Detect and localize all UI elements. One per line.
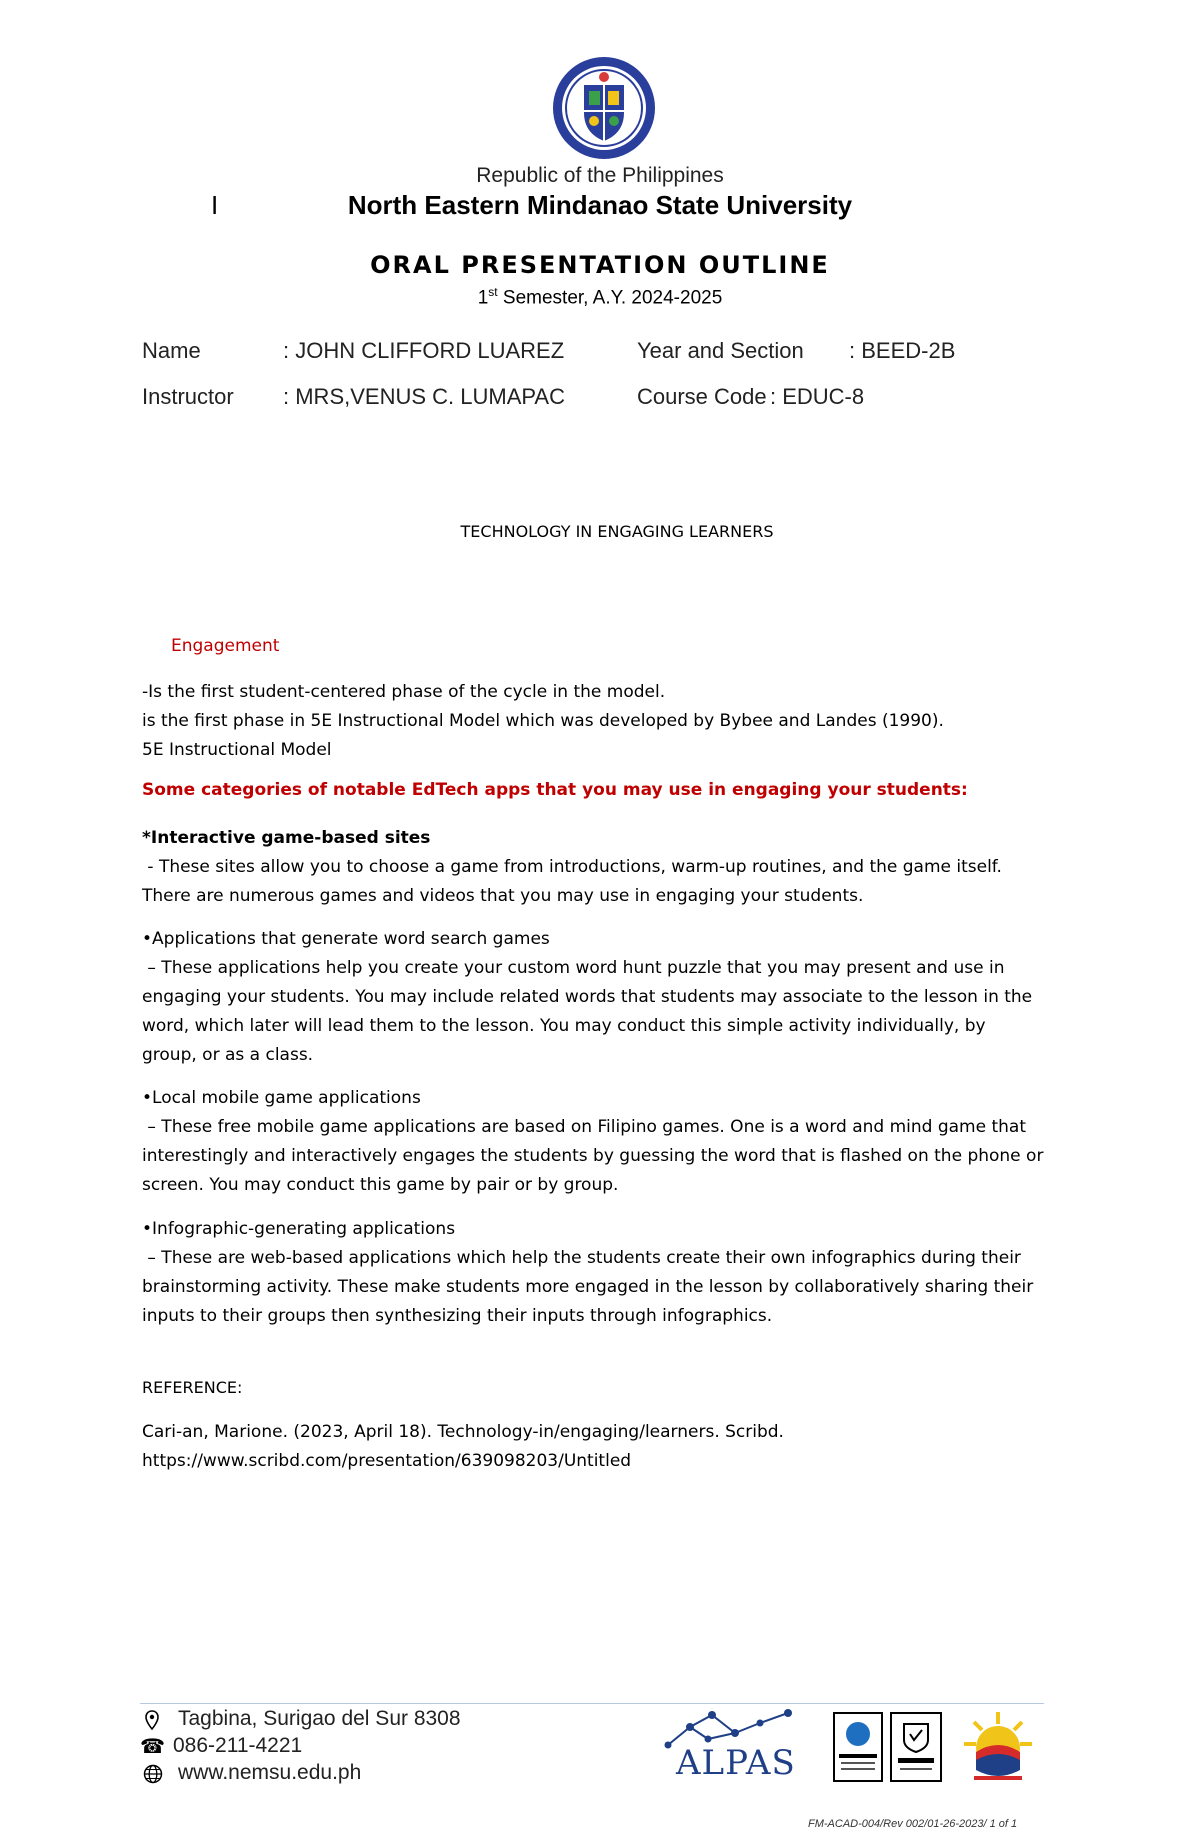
- section-line: – These free mobile game applications are based on Filipino games. One is a word and mind game that: [142, 1117, 1026, 1137]
- footer-address: Tagbina, Surigao del Sur 8308: [178, 1707, 461, 1730]
- year-section-value: : BEED-2B: [849, 338, 956, 363]
- section-title: •Infographic-generating applications: [142, 1219, 456, 1239]
- name-label: Name: [142, 338, 201, 363]
- alpas-logo: ALPAS: [676, 1743, 796, 1783]
- stray-mark: I: [211, 190, 219, 220]
- course-code-value: : EDUC-8: [770, 384, 865, 409]
- form-code: FM-ACAD-004/Rev 002/01-26-2023/ 1 of 1: [808, 1818, 1018, 1830]
- course-code-label: Course Code: [637, 384, 767, 409]
- section-line: screen. You may conduct this game by pair or by group.: [142, 1175, 619, 1195]
- section-title: •Local mobile game applications: [142, 1088, 421, 1108]
- section-mobile-games: [142, 1084, 1082, 1200]
- section-line: inputs to their groups then synthesizing their inputs through infographics.: [142, 1306, 773, 1326]
- section-infographics: [142, 1215, 1082, 1331]
- intro-line: 5E Instructional Model: [142, 740, 332, 760]
- topic-title: TECHNOLOGY IN ENGAGING LEARNERS: [460, 522, 774, 541]
- section-line: – These are web-based applications which help the students create their own infographics during their: [142, 1248, 1021, 1268]
- reference-block: [142, 1418, 1082, 1476]
- intro-line: -Is the first student-centered phase of the cycle in the model.: [142, 682, 666, 702]
- reference-heading: REFERENCE:: [142, 1378, 243, 1397]
- section-line: group, or as a class.: [142, 1045, 314, 1065]
- phone-icon: ☎: [140, 1734, 165, 1758]
- semester-text: Semester, A.Y. 2024-2025: [497, 287, 723, 309]
- reference-line: Cari-an, Marione. (2023, April 18). Technology-in/engaging/learners. Scribd.: [142, 1422, 784, 1442]
- section-line: word, which later will lead them to the lesson. You may conduct this simple activity individually, by: [142, 1016, 986, 1036]
- document-title: ORAL PRESENTATION OUTLINE: [370, 251, 830, 279]
- section-title: *Interactive game-based sites: [142, 828, 431, 848]
- ukas-certification-badge: [890, 1712, 942, 1782]
- instructor-value: : MRS,VENUS C. LUMAPAC: [283, 384, 565, 409]
- semester-number: 1: [477, 287, 489, 309]
- section-line: There are numerous games and videos that you may use in engaging your students.: [142, 886, 864, 906]
- bagong-pilipinas-logo: [960, 1708, 1036, 1784]
- section-line: interestingly and interactively engages the students by guessing the word that is flashed on the phone or: [142, 1146, 1044, 1166]
- semester-superscript: st: [488, 285, 498, 299]
- section-word-search: [142, 925, 1082, 1070]
- name-value: : JOHN CLIFFORD LUAREZ: [283, 338, 565, 363]
- engagement-heading: Engagement: [171, 636, 280, 656]
- section-line: – These applications help you create your custom word hunt puzzle that you may present and use in: [142, 958, 1005, 978]
- reference-url[interactable]: https://www.scribd.com/presentation/639098203/Untitled: [142, 1451, 632, 1471]
- categories-heading: Some categories of notable EdTech apps that you may use in engaging your students:: [142, 780, 968, 800]
- instructor-label: Instructor: [142, 384, 234, 409]
- globe-icon: [143, 1764, 163, 1784]
- section-line: brainstorming activity. These make students more engaged in the lesson by collaboratively sharing their: [142, 1277, 1034, 1297]
- section-title: •Applications that generate word search games: [142, 929, 550, 949]
- iso-certification-badge: [833, 1712, 883, 1782]
- intro-line: is the first phase in 5E Instructional Model which was developed by Bybee and Landes (1990).: [142, 711, 944, 731]
- intro-block: [142, 678, 1082, 765]
- semester-line: [0, 285, 1200, 309]
- republic-line: Republic of the Philippines: [476, 164, 724, 187]
- location-pin-icon: [145, 1710, 159, 1730]
- footer-phone: 086-211-4221: [173, 1734, 303, 1757]
- university-seal-logo: [551, 55, 657, 161]
- section-line: - These sites allow you to choose a game from introductions, warm-up routines, and the game itself.: [142, 857, 1002, 877]
- footer-website[interactable]: www.nemsu.edu.ph: [178, 1761, 362, 1784]
- section-interactive-games: [142, 824, 1082, 911]
- university-name: North Eastern Mindanao State University: [347, 190, 853, 220]
- section-line: engaging your students. You may include related words that students may associate to the lesson in the: [142, 987, 1033, 1007]
- year-section-label: Year and Section: [637, 338, 804, 363]
- footer-divider: [140, 1703, 1044, 1704]
